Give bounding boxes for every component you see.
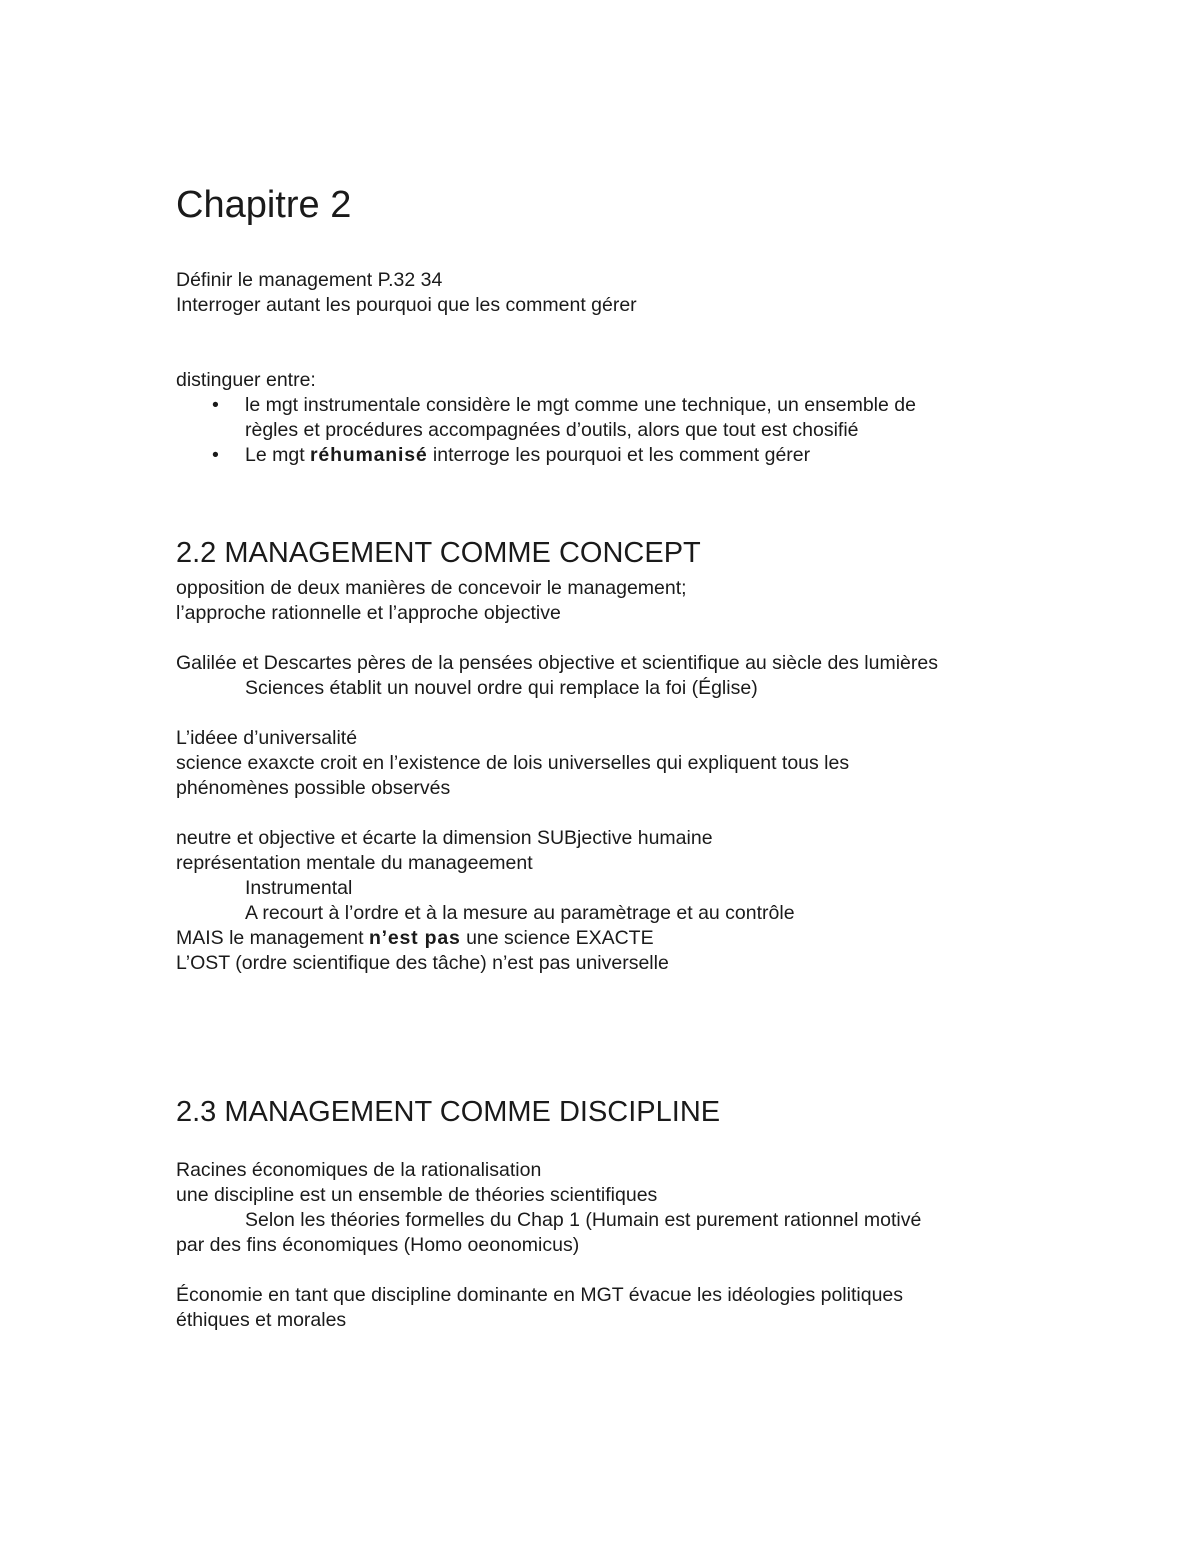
bullet-text: interroge les pourquoi et les comment gérer <box>427 444 811 466</box>
bullet-text: règles et procédures accompagnées d’outils, alors que tout est chosifié <box>245 419 859 441</box>
paragraph-line: une discipline est un ensemble de théories scientifiques <box>176 1184 658 1206</box>
paragraph-line: Instrumental <box>245 877 353 899</box>
list-item <box>176 393 1056 443</box>
spacer <box>176 701 1056 726</box>
paragraph-line: Économie en tant que discipline dominante en MGT évacue les idéologies politiques <box>176 1284 904 1306</box>
paragraph-line: neutre et objective et écarte la dimension SUBjective humaine <box>176 827 713 849</box>
intro-line-2: Interroger autant les pourquoi que les comment gérer <box>176 294 637 316</box>
section-heading-2-2: 2.2 MANAGEMENT COMME CONCEPT <box>176 537 701 569</box>
section-heading-2-3: 2.3 MANAGEMENT COMME DISCIPLINE <box>176 1096 721 1128</box>
bullet-text: Le mgt <box>245 444 311 466</box>
chapter-title: Chapitre 2 <box>176 184 352 226</box>
paragraph-line: L’idéee d’universalité <box>176 727 358 749</box>
spacer <box>176 468 1056 535</box>
paragraph-line: phénomènes possible observés <box>176 777 451 799</box>
text-span: une science EXACTE <box>460 927 654 949</box>
paragraph-line: Sciences établit un nouvel ordre qui remplace la foi (Église) <box>245 677 758 699</box>
paragraph-line: Racines économiques de la rationalisation <box>176 1159 542 1181</box>
distinguish-label: distinguer entre: <box>176 369 316 391</box>
bullet-text: le mgt instrumentale considère le mgt comme une technique, un ensemble de <box>245 394 916 416</box>
spacer <box>176 228 1056 268</box>
paragraph-line: représentation mentale du manageement <box>176 852 533 874</box>
spacer <box>176 976 1056 1094</box>
spacer <box>176 1130 1056 1158</box>
spacer <box>176 626 1056 651</box>
paragraph-line: Galilée et Descartes pères de la pensées objective et scientifique au siècle des lumières <box>176 652 938 674</box>
paragraph-line: A recourt à l’ordre et à la mesure au paramètrage et au contrôle <box>245 902 795 924</box>
paragraph-line: opposition de deux manières de concevoir le management; <box>176 577 687 599</box>
intro-line-1: Définir le management P.32 34 <box>176 269 443 291</box>
text-span: MAIS le management <box>176 927 369 949</box>
paragraph-line: par des fins économiques (Homo oeonomicus) <box>176 1234 580 1256</box>
spacer <box>176 318 1056 343</box>
bold-term: réhumanisé <box>310 444 428 466</box>
paragraph-line: Selon les théories formelles du Chap 1 (Humain est purement rationnel motivé <box>245 1209 922 1231</box>
spacer <box>176 1258 1056 1283</box>
distinguish-list <box>176 393 1056 468</box>
paragraph-line <box>176 926 1056 951</box>
bold-term: n’est pas <box>368 927 461 949</box>
spacer <box>176 343 1056 368</box>
list-item <box>176 443 1056 468</box>
paragraph-line: L’OST (ordre scientifique des tâche) n’est pas universelle <box>176 952 669 974</box>
document-content <box>176 182 1056 1333</box>
paragraph-line: science exaxcte croit en l’existence de lois universelles qui expliquent tous les <box>176 752 850 774</box>
spacer <box>176 801 1056 826</box>
paragraph-line: éthiques et morales <box>176 1309 347 1331</box>
bullet-icon: • <box>212 394 219 416</box>
paragraph-line: l’approche rationnelle et l’approche objective <box>176 602 561 624</box>
bullet-icon: • <box>212 444 219 466</box>
